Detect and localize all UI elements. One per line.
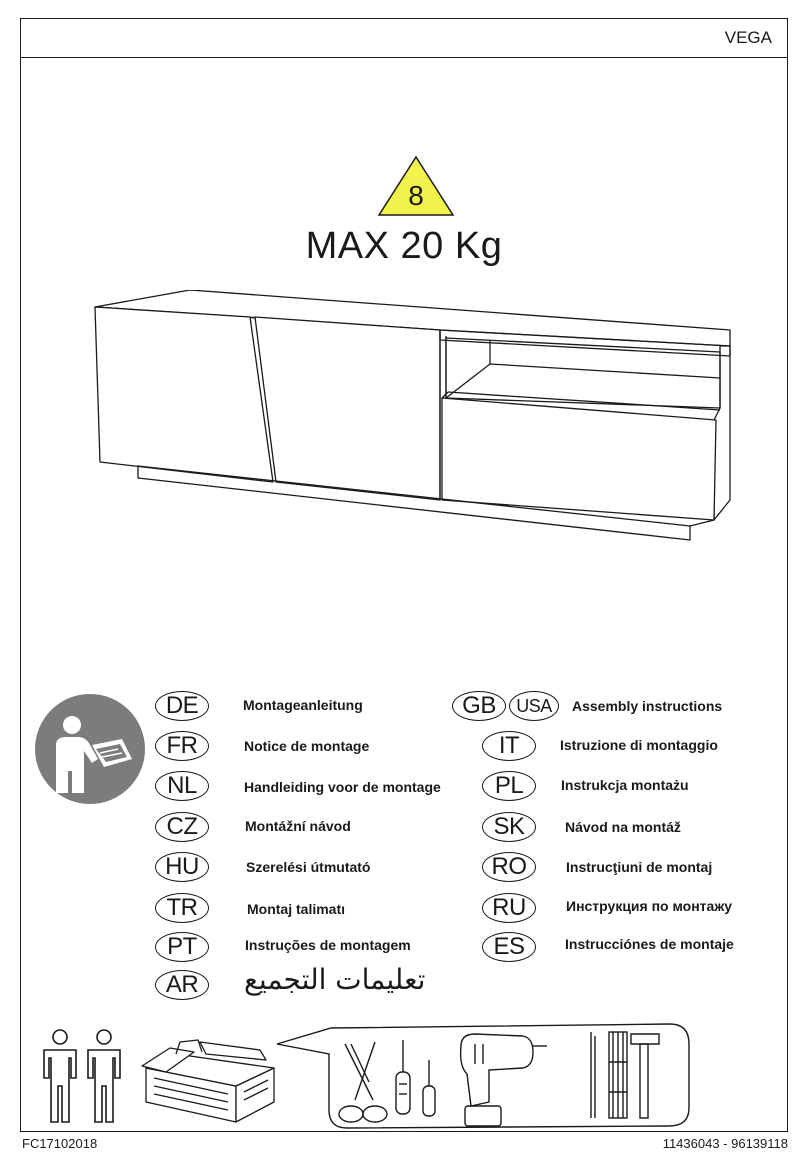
lang-text-sk: Návod na montáž: [565, 819, 681, 835]
lang-code-fr: FR: [155, 731, 209, 761]
lang-text-it: Istruzione di montaggio: [560, 737, 718, 753]
max-load-label: MAX 20 Kg: [305, 225, 503, 267]
lang-text-ar: تعليمات التجميع: [244, 963, 426, 996]
toolbox-icon: [140, 1038, 280, 1124]
lang-code-gb: GB: [452, 691, 506, 721]
lang-code-tr: TR: [155, 893, 209, 923]
lang-text-ro: Instrucţiuni de montaj: [566, 859, 713, 875]
lang-text-fr: Notice de montage: [244, 738, 370, 754]
document-code-right: 11436043 - 96139118: [662, 1136, 788, 1151]
lang-text-cz: Montážní návod: [245, 818, 351, 834]
two-persons-icon: [38, 1028, 126, 1126]
model-name: VEGA: [724, 28, 772, 47]
document-code-left: FC17102018: [22, 1136, 98, 1151]
lang-code-ro: RO: [482, 852, 536, 882]
required-tools-panel: [275, 1022, 695, 1130]
lang-code-it: IT: [482, 731, 536, 761]
lang-text-pt: Instruções de montagem: [245, 937, 411, 953]
lang-text-nl: Handleiding voor de montage: [244, 779, 441, 795]
header-divider: [20, 57, 788, 58]
lang-text-hu: Szerelési útmutató: [246, 859, 371, 875]
lang-code-es: ES: [482, 932, 536, 962]
lang-text-ru: Инструкция по монтажу: [566, 898, 733, 914]
read-instructions-icon: [34, 693, 146, 805]
lang-code-hu: HU: [155, 852, 209, 882]
lang-text-es: Instrucciónes de montaje: [565, 936, 734, 952]
lang-text-pl: Instrukcja montażu: [561, 777, 689, 793]
lang-code-nl: NL: [155, 771, 209, 801]
lang-code-usa: USA: [509, 691, 559, 721]
lang-code-cz: CZ: [155, 812, 209, 842]
lang-code-sk: SK: [482, 812, 536, 842]
lang-text-gb: Assembly instructions: [572, 698, 723, 714]
lang-text-tr: Montaj talimatı: [247, 901, 346, 917]
lang-code-de: DE: [155, 691, 209, 721]
person-count-number: 8: [408, 180, 424, 211]
warning-triangle-icon: [377, 155, 455, 217]
lang-code-pt: PT: [155, 932, 209, 962]
lang-code-pl: PL: [482, 771, 536, 801]
lang-code-ar: AR: [155, 970, 209, 1000]
lang-text-de: Montageanleitung: [243, 697, 363, 713]
tv-cabinet-illustration: [90, 290, 740, 550]
lang-code-ru: RU: [482, 893, 536, 923]
